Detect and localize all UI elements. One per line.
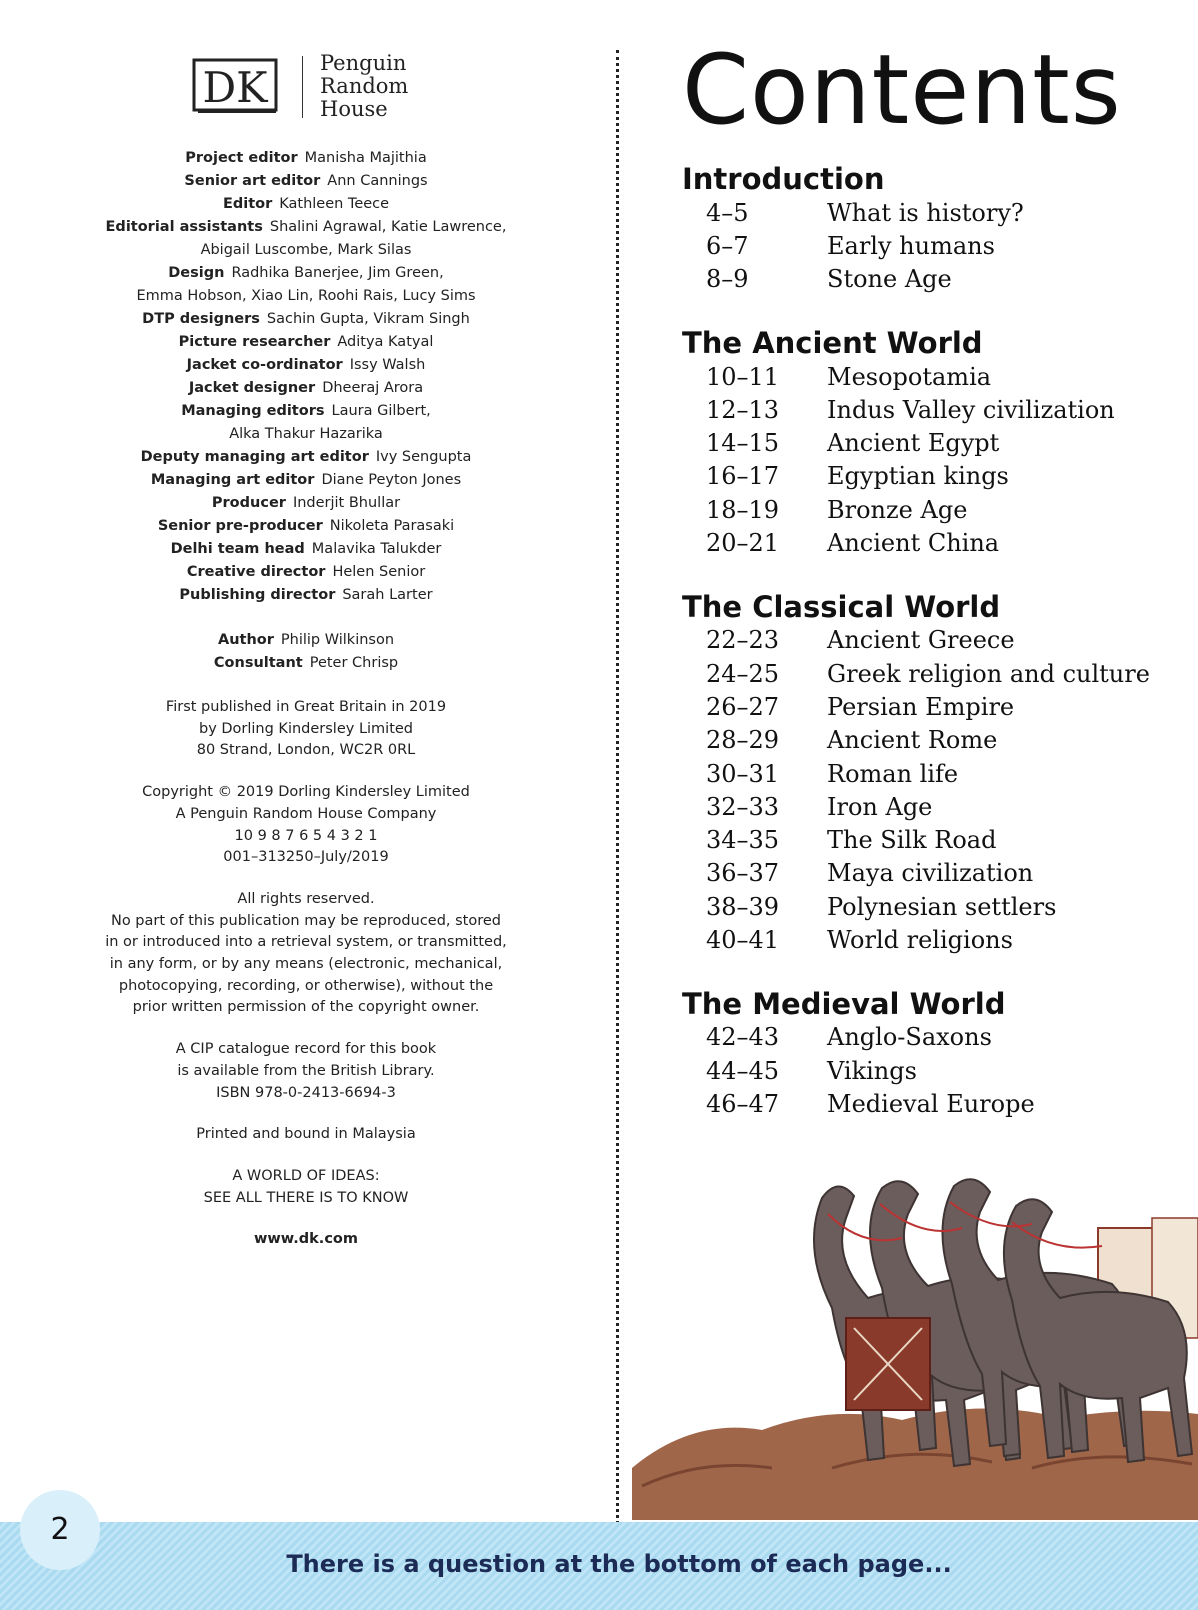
toc-pages: 40–41 (706, 925, 780, 954)
credit-role: Consultant (213, 655, 303, 671)
toc-topic: Ancient Rome (827, 726, 998, 755)
credit-names: Radhika Banerjee, Jim Green, (231, 265, 444, 281)
credit-line (0, 584, 612, 607)
toc-entry (682, 493, 1182, 526)
rights-notice-line: prior written permission of the copyright owner. (132, 999, 480, 1016)
credit-names: Sachin Gupta, Vikram Singh (266, 311, 470, 327)
credit-names: Nikoleta Parasaki (329, 518, 455, 534)
dotted-separator (616, 50, 619, 1530)
rights-notice-line: in or introduced into a retrieval system, or transmitted, (105, 934, 507, 951)
credit-role: Jacket designer (188, 380, 316, 396)
toc-entry (682, 923, 1182, 956)
credit-role: Jacket co-ordinator (186, 357, 343, 373)
printed-notice (0, 1124, 612, 1146)
first-published (0, 697, 612, 762)
credit-names: Peter Chrisp (309, 655, 399, 671)
credit-line (0, 147, 612, 170)
toc-topic: Vikings (827, 1056, 917, 1085)
toc-entry (682, 790, 1182, 823)
section-title: The Classical World (682, 589, 1001, 624)
credit-role: Design (168, 265, 225, 281)
toc-entry (682, 1054, 1182, 1087)
toc-pages: 32–33 (706, 792, 780, 821)
section-title: The Ancient World (682, 325, 983, 360)
toc-entry (682, 196, 1182, 229)
toc-topic: Ancient Egypt (827, 429, 1000, 458)
credit-line (0, 652, 612, 675)
toc-topic: Ancient Greece (827, 626, 1015, 655)
toc-entry (682, 757, 1182, 790)
credit-line (0, 423, 612, 446)
contents-title: Contents (682, 34, 1122, 146)
credit-role: Deputy managing art editor (140, 449, 369, 465)
credits-list (0, 147, 612, 1251)
toc-topic: Egyptian kings (827, 462, 1009, 491)
toc-entry (682, 624, 1182, 657)
page-number: 2 (20, 1490, 100, 1570)
toc-entry (682, 229, 1182, 262)
toc-pages: 26–27 (706, 692, 780, 721)
credit-names: Alka Thakur Hazarika (229, 426, 383, 442)
credit-line (0, 331, 612, 354)
credit-names: Ann Cannings (327, 173, 428, 189)
section-title: The Medieval World (682, 986, 1006, 1021)
toc-entry (682, 1021, 1182, 1054)
toc-topic: Ancient China (827, 529, 1000, 558)
toc-topic: Maya civilization (827, 859, 1034, 888)
credit-names: Manisha Majithia (304, 150, 427, 166)
credit-role: Managing art editor (150, 472, 315, 488)
credit-role: DTP designers (142, 311, 260, 327)
toc-pages: 14–15 (706, 429, 780, 458)
toc-entry (682, 823, 1182, 856)
dk-logo-icon (190, 58, 280, 114)
toc-entry (682, 890, 1182, 923)
credit-names: Emma Hobson, Xiao Lin, Roohi Rais, Lucy Sims (136, 288, 476, 304)
credit-role: Project editor (185, 150, 298, 166)
credit-role: Senior pre-producer (157, 518, 323, 534)
toc-pages: 10–11 (706, 362, 780, 391)
credit-line (0, 377, 612, 400)
toc-pages: 28–29 (706, 726, 780, 755)
toc-pages: 38–39 (706, 892, 780, 921)
credit-names: Helen Senior (332, 564, 426, 580)
toc-topic: Indus Valley civilization (827, 395, 1115, 424)
credit-role: Producer (211, 495, 286, 511)
credit-names: Aditya Katyal (337, 334, 434, 350)
rocky-ground (632, 1408, 1198, 1520)
credit-names: Sarah Larter (342, 587, 433, 603)
footer-question-note: There is a question at the bottom of each page... (286, 1550, 952, 1578)
toc-entry (682, 1087, 1182, 1120)
logo-divider (302, 56, 303, 118)
toc-entry (682, 526, 1182, 559)
credit-line (0, 239, 612, 262)
toc-topic: Polynesian settlers (827, 892, 1057, 921)
first-published-line: by Dorling Kindersley Limited (198, 720, 414, 737)
toc-pages: 42–43 (706, 1023, 780, 1052)
toc-pages: 12–13 (706, 395, 780, 424)
printed-notice-line: Printed and bound in Malaysia (196, 1126, 416, 1143)
credit-names: Malavika Talukder (311, 541, 442, 557)
credit-names: Kathleen Teece (279, 196, 390, 212)
toc-pages: 46–47 (706, 1089, 780, 1118)
cip-notice-line: is available from the British Library. (177, 1062, 435, 1079)
credit-line (0, 170, 612, 193)
toc-entry (682, 724, 1182, 757)
credit-names: Diane Peyton Jones (321, 472, 462, 488)
credit-names: Laura Gilbert, (331, 403, 431, 419)
toc-pages: 44–45 (706, 1056, 780, 1085)
dk-logo-text: DK (202, 63, 268, 112)
cip-notice-line: A CIP catalogue record for this book (175, 1041, 437, 1058)
publisher-line: House (320, 97, 388, 121)
credit-line (0, 515, 612, 538)
toc-topic: Mesopotamia (827, 362, 992, 391)
credit-names: Issy Walsh (349, 357, 426, 373)
website (0, 1229, 612, 1251)
toc-entry (682, 263, 1182, 296)
spacer (0, 607, 612, 629)
imprint-column (0, 0, 612, 1520)
rights-notice-line: All rights reserved. (237, 890, 375, 907)
toc-topic: Medieval Europe (827, 1089, 1035, 1118)
toc-entry (682, 690, 1182, 723)
toc-entry (682, 426, 1182, 459)
publisher-line: Random (320, 74, 409, 98)
credit-role: Creative director (186, 564, 326, 580)
toc-topic: Roman life (827, 759, 959, 788)
credit-line (0, 492, 612, 515)
credit-role: Editor (222, 196, 273, 212)
toc-pages: 24–25 (706, 659, 780, 688)
credit-names: Abigail Luscombe, Mark Silas (200, 242, 412, 258)
credit-line (0, 285, 612, 308)
rights-notice-line: photocopying, recording, or otherwise), without the (118, 977, 494, 994)
first-published-line: 80 Strand, London, WC2R 0RL (196, 742, 416, 759)
camel-caravan-illustration (632, 1168, 1198, 1520)
toc-pages: 30–31 (706, 759, 780, 788)
toc-pages: 8–9 (706, 265, 749, 294)
dk-slogan (0, 1166, 612, 1209)
rights-notice (0, 889, 612, 1019)
toc-entry (682, 857, 1182, 890)
rights-notice-line: in any form, or by any means (electronic, mechanical, (109, 956, 503, 973)
credit-role: Publishing director (179, 587, 336, 603)
copyright-notice-line: 10 9 8 7 6 5 4 3 2 1 (234, 827, 378, 844)
toc-pages: 16–17 (706, 462, 780, 491)
credit-role: Senior art editor (184, 173, 321, 189)
toc-pages: 36–37 (706, 859, 780, 888)
credit-names: Shalini Agrawal, Katie Lawrence, (269, 219, 507, 235)
section-title: Introduction (682, 162, 885, 196)
toc-pages: 22–23 (706, 626, 780, 655)
toc-topic: Persian Empire (827, 692, 1015, 721)
credit-names: Ivy Sengupta (375, 449, 472, 465)
credit-role: Delhi team head (170, 541, 305, 557)
toc-topic: Greek religion and culture (827, 659, 1150, 688)
toc-pages: 20–21 (706, 529, 780, 558)
toc-topic: Bronze Age (827, 495, 968, 524)
toc-pages: 4–5 (706, 198, 749, 227)
credit-line (0, 354, 612, 377)
toc-topic: The Silk Road (827, 826, 997, 855)
toc-entry (682, 460, 1182, 493)
copyright-notice-line: A Penguin Random House Company (175, 805, 437, 822)
credit-role: Picture researcher (178, 334, 331, 350)
toc-topic: Stone Age (827, 265, 952, 294)
credit-line (0, 446, 612, 469)
credit-line (0, 561, 612, 584)
table-of-contents (682, 162, 1182, 1151)
toc-pages: 34–35 (706, 826, 780, 855)
copyright-notice (0, 782, 612, 869)
toc-section (682, 987, 1182, 1121)
credit-names: Philip Wilkinson (280, 632, 395, 648)
credit-line (0, 262, 612, 285)
toc-entry (682, 360, 1182, 393)
website-line: www.dk.com (254, 1231, 358, 1248)
publisher-name (320, 52, 408, 121)
toc-pages: 6–7 (706, 231, 749, 260)
publisher-line: Penguin (320, 51, 407, 75)
dk-slogan-line: SEE ALL THERE IS TO KNOW (203, 1189, 409, 1206)
toc-section (682, 162, 1182, 296)
toc-section (682, 590, 1182, 957)
credit-line (0, 308, 612, 331)
dk-slogan-line: A WORLD OF IDEAS: (232, 1167, 380, 1184)
cip-notice (0, 1039, 612, 1104)
credit-names: Dheeraj Arora (322, 380, 424, 396)
credit-role: Author (217, 632, 274, 648)
toc-topic: What is history? (827, 198, 1024, 227)
credit-role: Editorial assistants (105, 219, 263, 235)
credit-line (0, 193, 612, 216)
credit-line (0, 400, 612, 423)
credit-names: Inderjit Bhullar (292, 495, 401, 511)
credit-line (0, 629, 612, 652)
toc-topic: Anglo-Saxons (827, 1023, 992, 1052)
toc-topic: Early humans (827, 231, 995, 260)
toc-entry (682, 393, 1182, 426)
toc-topic: Iron Age (827, 792, 933, 821)
first-published-line: First published in Great Britain in 2019 (165, 699, 447, 715)
credit-line (0, 538, 612, 561)
publisher-logo (190, 52, 430, 122)
credit-role: Managing editors (181, 403, 325, 419)
credit-line (0, 469, 612, 492)
copyright-notice-line: 001–313250–July/2019 (223, 849, 389, 866)
copyright-notice-line: Copyright © 2019 Dorling Kindersley Limited (142, 784, 470, 801)
toc-topic: World religions (827, 925, 1013, 954)
credit-line (0, 216, 612, 239)
toc-section (682, 326, 1182, 560)
cip-notice-line: ISBN 978-0-2413-6694-3 (216, 1084, 396, 1101)
toc-entry (682, 657, 1182, 690)
toc-pages: 18–19 (706, 495, 780, 524)
rights-notice-line: No part of this publication may be reproduced, stored (110, 912, 502, 929)
